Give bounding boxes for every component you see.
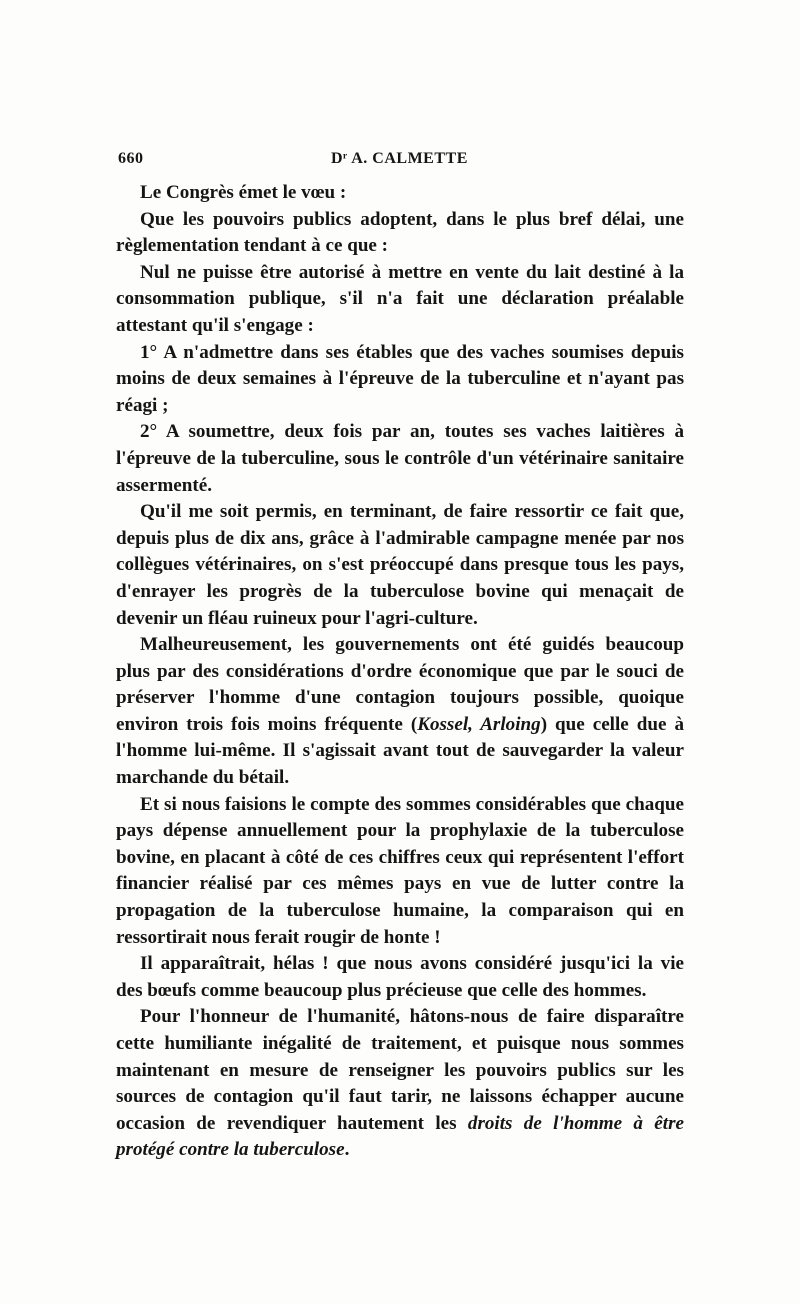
text-run: Le Congrès émet le vœu : (140, 182, 347, 203)
page-header (118, 150, 682, 174)
text-run: . (344, 1139, 350, 1161)
paragraph-congress-wish (116, 180, 684, 207)
paragraph-governments (116, 632, 684, 792)
paragraph-condition-2 (116, 419, 684, 499)
running-head: Dʳ A. CALMETTE (331, 150, 468, 167)
paragraph-condition-1 (116, 340, 684, 420)
paragraph-honour (116, 1004, 684, 1164)
paragraph-oxen (116, 951, 684, 1004)
paragraph-expenditure (116, 792, 684, 952)
body-text (116, 180, 684, 1164)
text-run: Que les pouvoirs publics adoptent, dans le plus bref délai, une règlementation tendant à ce que : (116, 208, 684, 257)
text-run: 1° A n'admettre dans ses étables que des vaches soumises depuis moins de deux semaines à l'épreuve de la tuberculine et n'ayant pas réagi ; (116, 341, 684, 416)
paragraph-public-powers (116, 207, 684, 260)
text-run: Qu'il me soit permis, en terminant, de faire ressortir ce fait que, depuis plus de dix ans, grâce à l'admirable campagne menée par nos collègues vétérinaires, on s'est préoccupé dans presque tous les pays, d'enrayer les progrès de la tuberculose bovine qui menaçait de devenir un fléau ruineux pour l'agri-culture. (116, 501, 684, 629)
text-run: Il apparaîtrait, hélas ! que nous avons considéré jusqu'ici la vie des bœufs comme beaucoup plus précieuse que celle des hommes. (116, 953, 684, 1001)
text-run: ) que celle due à l'homme lui-même. Il s'agissait avant tout de sauvegarder la valeur marchande du bétail. (116, 713, 684, 789)
text-run: Malheureusement, les gouvernements ont été guidés beaucoup plus par des considérations d'ordre économique que par le souci de préserver l'homme d'une contagion toujours possible, quoique environ trois fois moins fréquente ( (116, 634, 684, 735)
citation-italic: Kossel, Arloing (417, 713, 541, 735)
text-run: Pour l'honneur de l'humanité, hâtons-nous de faire disparaître cette humiliante inégalité de traitement, et puisque nous sommes maintenant en mesure de renseigner les pouvoirs publics sur les sources de contagion qu'il faut tarir, ne laissons échapper aucune occasion de revendiquer hautement les (116, 1006, 684, 1134)
page-number: 660 (118, 150, 144, 167)
text-run: Nul ne puisse être autorisé à mettre en vente du lait destiné à la consommation publique, s'il n'a fait une déclaration préalable attestant qu'il s'engage : (116, 261, 684, 336)
emphasis-italic: droits de l'homme à être protégé contre la tuberculose (116, 1112, 684, 1161)
text-run: 2° A soumettre, deux fois par an, toutes ses vaches laitières à l'épreuve de la tuberculine, sous le contrôle d'un vétérinaire sanitaire assermenté. (116, 421, 684, 496)
text-run: Et si nous faisions le compte des sommes considérables que chaque pays dépense annuellement pour la prophylaxie de la tuberculose bovine, en placant à côté de ces chiffres ceux qui représentent l'effort financier réalisé par ces mêmes pays en vue de lutter contre la propagation de la tuberculose humaine, la comparaison qui en ressortirait nous ferait rougir de honte ! (116, 793, 684, 948)
paragraph-milk-sale (116, 260, 684, 340)
paragraph-conclusion (116, 499, 684, 632)
